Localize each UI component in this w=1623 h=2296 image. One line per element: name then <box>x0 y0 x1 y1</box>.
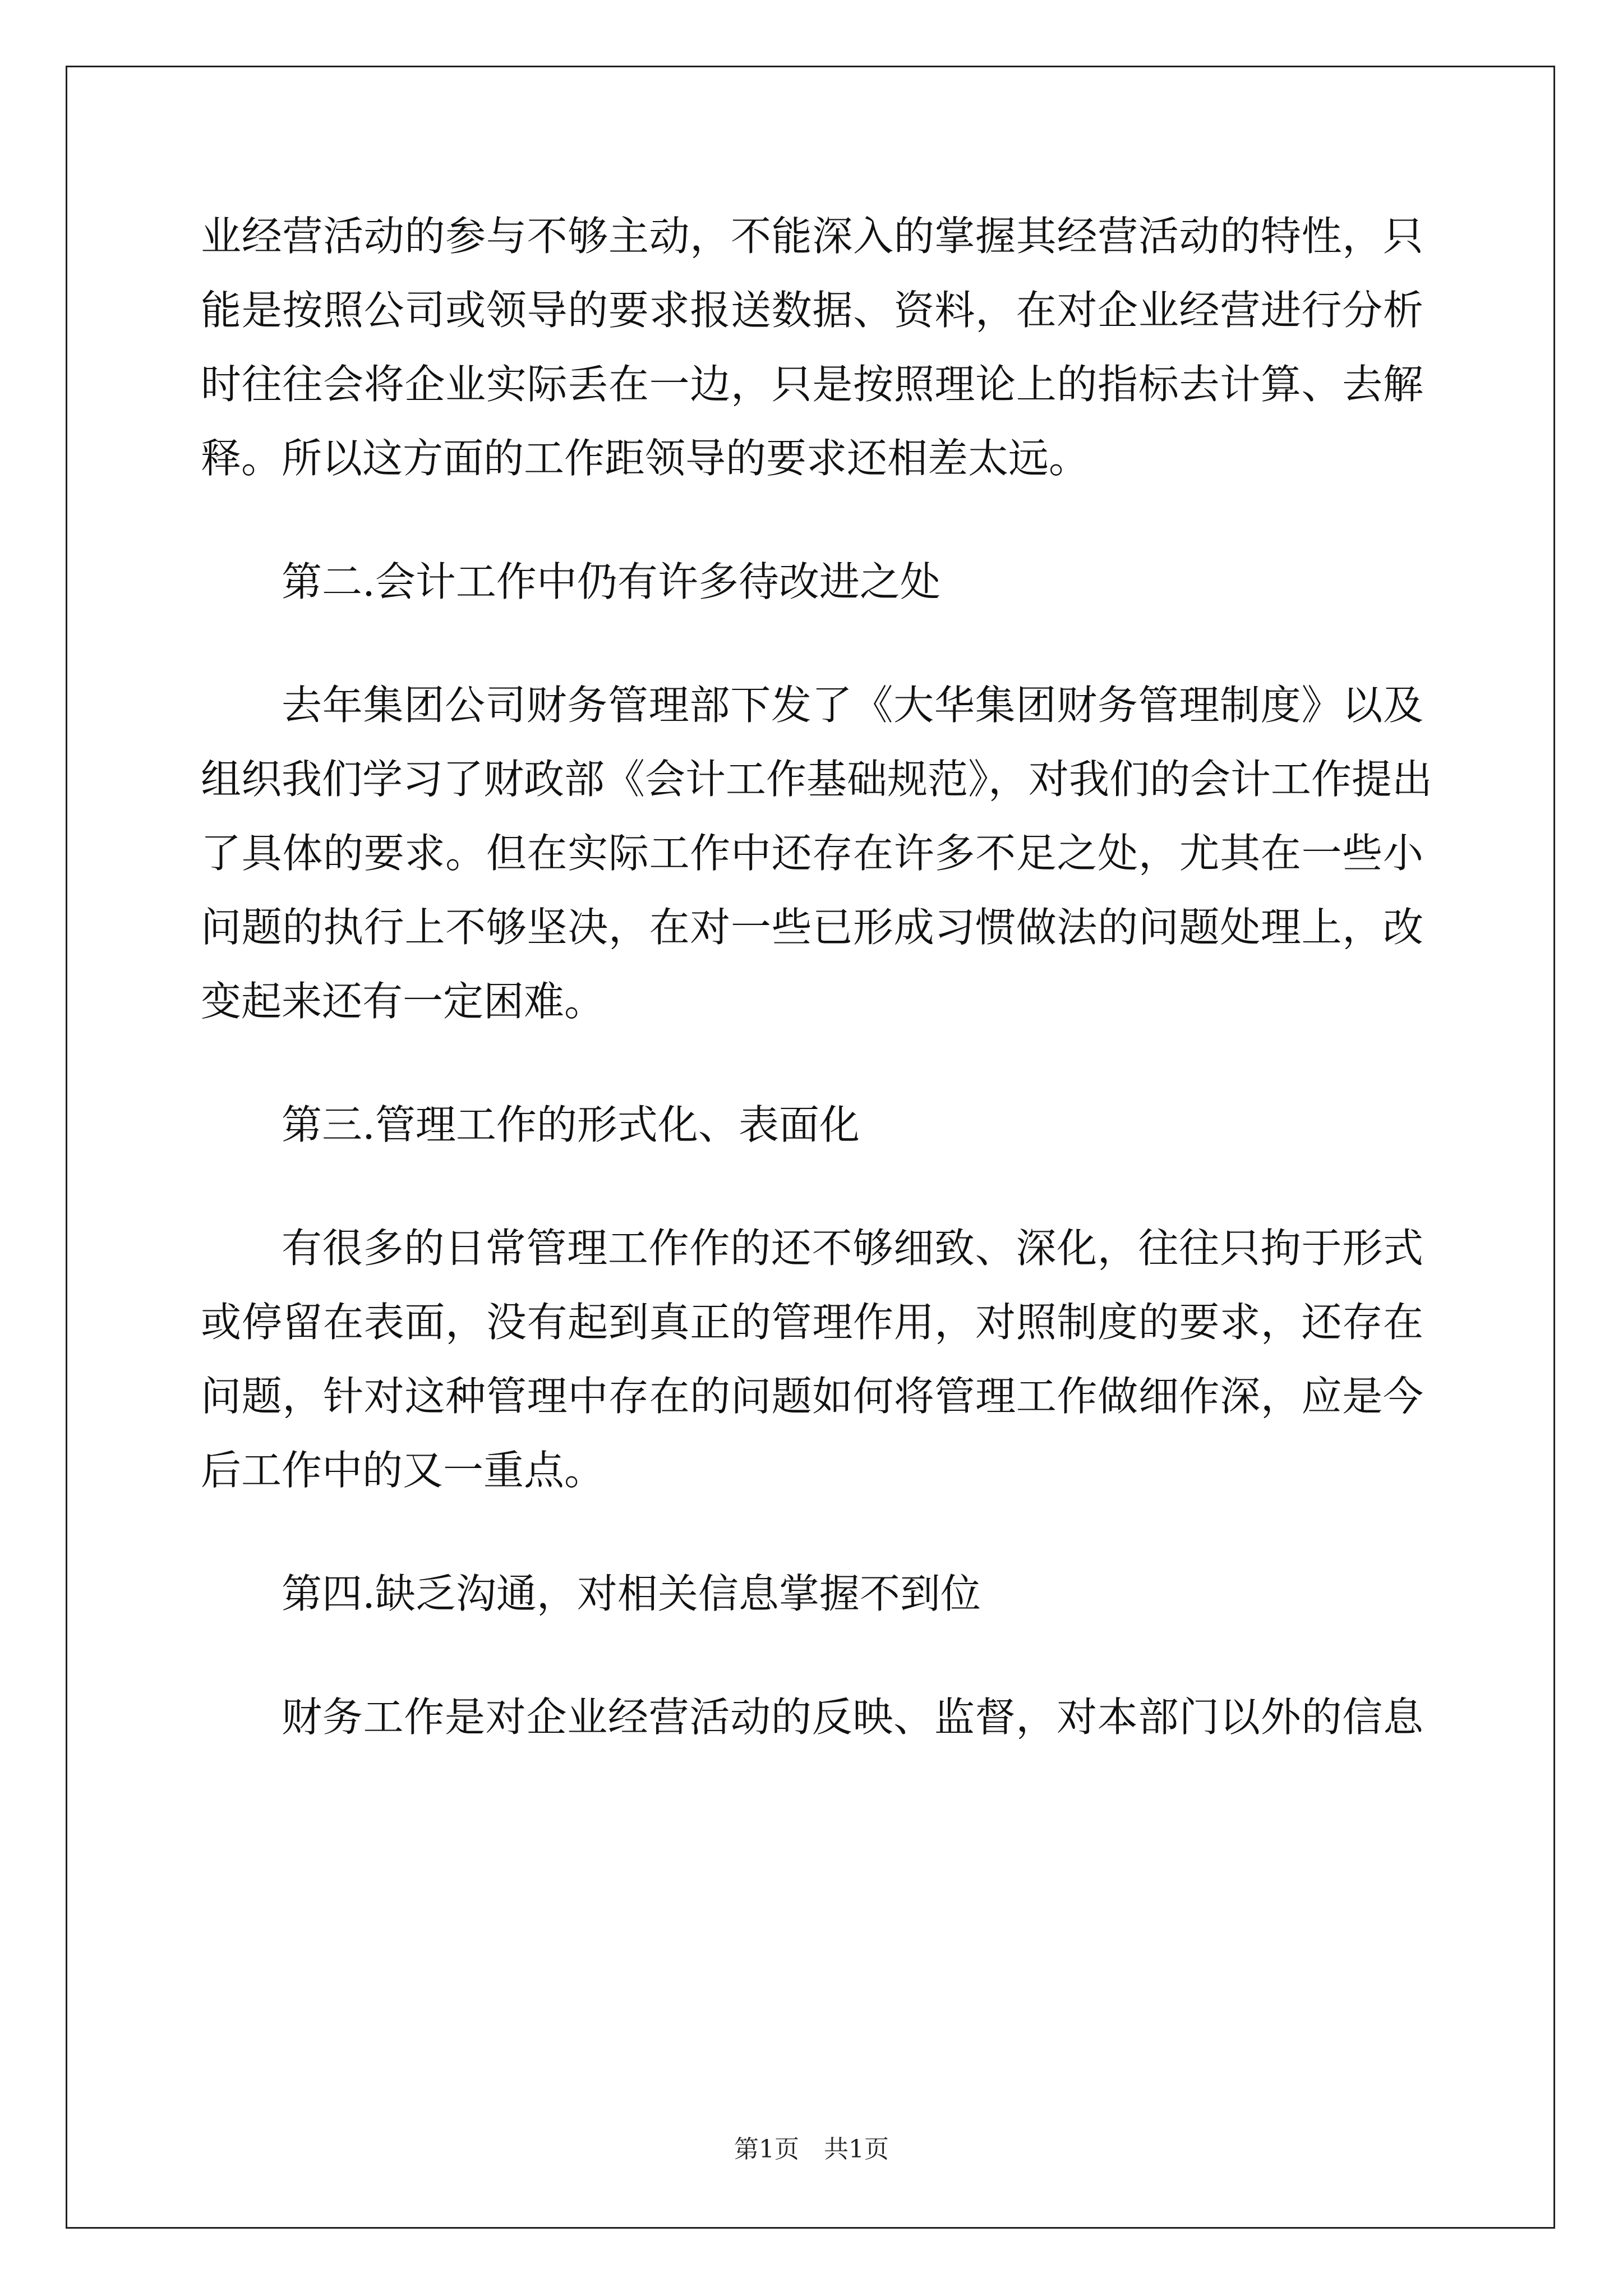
text-line: 能是按照公司或领导的要求报送数据、资料，在对企业经营进行分析 <box>201 287 1423 334</box>
text-line: 问题的执行上不够坚决，在对一些已形成习惯做法的问题处理上，改 <box>201 904 1423 951</box>
text-line: 财务工作是对企业经营活动的反映、监督，对本部门以外的信息 <box>282 1694 1423 1741</box>
section-heading <box>201 545 1423 619</box>
text-line: 业经营活动的参与不够主动，不能深入的掌握其经营活动的特性，只 <box>201 213 1423 260</box>
text-line: 变起来还有一定困难。 <box>201 978 605 1025</box>
paragraph <box>201 1211 1423 1507</box>
section-heading <box>201 1557 1423 1631</box>
paragraph <box>201 1680 1423 1754</box>
heading-text: 第二.会计工作中仍有许多待改进之处 <box>282 558 940 605</box>
text-line: 组织我们学习了财政部《会计工作基础规范》，对我们的会计工作提出 <box>201 756 1433 803</box>
text-line: 后工作中的又一重点。 <box>201 1447 605 1494</box>
text-line: 时往往会将企业实际丢在一边，只是按照理论上的指标去计算、去解 <box>201 361 1423 408</box>
section-heading <box>201 1088 1423 1162</box>
text-line: 或停留在表面，没有起到真正的管理作用，对照制度的要求，还存在 <box>201 1299 1423 1346</box>
text-line: 有很多的日常管理工作作的还不够细致、深化，往往只拘于形式 <box>282 1225 1423 1272</box>
page-number: 第1页 共1页 <box>734 2135 889 2164</box>
paragraph <box>201 668 1433 1038</box>
page-footer <box>0 2129 1623 2165</box>
document-body <box>201 199 1433 1754</box>
text-line: 了具体的要求。但在实际工作中还存在许多不足之处，尤其在一些小 <box>201 830 1423 877</box>
text-line: 问题，针对这种管理中存在的问题如何将管理工作做细作深，应是今 <box>201 1373 1423 1420</box>
heading-text: 第四.缺乏沟通，对相关信息掌握不到位 <box>282 1570 981 1617</box>
paragraph <box>201 199 1423 495</box>
heading-text: 第三.管理工作的形式化、表面化 <box>282 1101 860 1148</box>
text-line: 去年集团公司财务管理部下发了《大华集团财务管理制度》以及 <box>282 682 1423 729</box>
text-line: 释。所以这方面的工作距领导的要求还相差太远。 <box>201 435 1090 482</box>
